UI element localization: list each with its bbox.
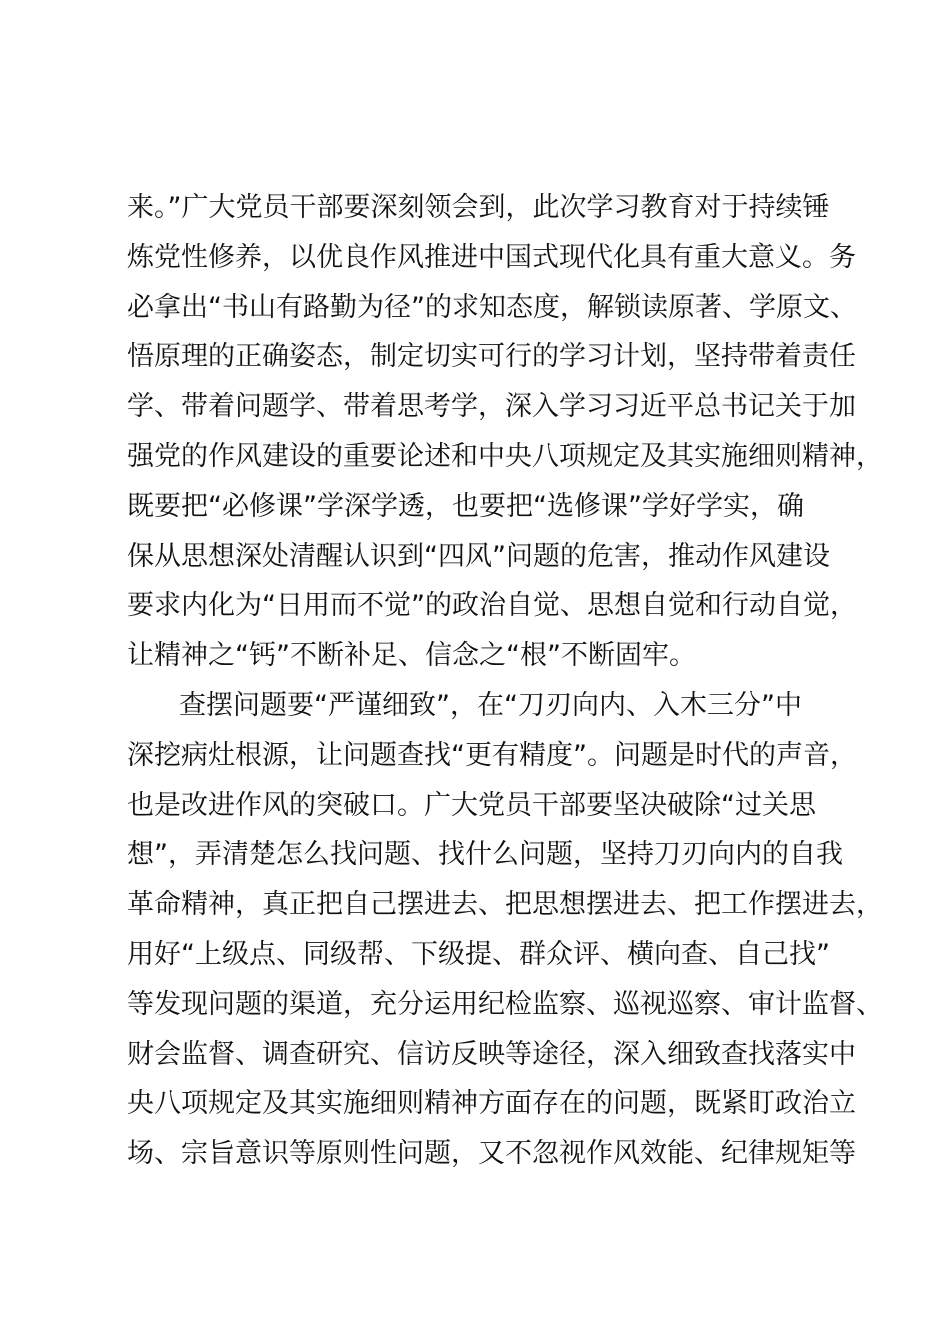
text-line: 保从思想深处清醒认识到“四风”问题的危害，推动作风建设 xyxy=(127,540,830,572)
text-line: 让精神之“钙”不断补足、信念之“根”不断固牢。 xyxy=(127,640,696,672)
text-line: 央八项规定及其实施细则精神方面存在的问题，既紧盯政治立 xyxy=(127,1088,856,1120)
text-line: 要求内化为“日用而不觉”的政治自觉、思想自觉和行动自觉， xyxy=(127,590,857,622)
body-text xyxy=(127,183,883,1179)
text-line: 用好“上级点、同级帮、下级提、群众评、横向查、自己找” xyxy=(127,938,830,970)
text-line: 既要把“必修课”学深学透，也要把“选修课”学好学实，确 xyxy=(127,490,804,522)
text-line: 也是改进作风的突破口。广大党员干部要坚决破除“过关思 xyxy=(127,789,816,821)
text-line: 财会监督、调查研究、信访反映等途径，深入细致查找落实中 xyxy=(127,1038,856,1070)
text-line: 深挖病灶根源，让问题查找“更有精度”。问题是时代的声音， xyxy=(127,739,857,771)
text-line: 等发现问题的渠道，充分运用纪检监察、巡视巡察、审计监督、 xyxy=(127,988,883,1020)
text-line: 学、带着问题学、带着思考学，深入学习习近平总书记关于加 xyxy=(127,391,856,423)
paragraph-first-line: 查摆问题要“严谨细致”，在“刀刃向内、入木三分”中 xyxy=(179,689,802,721)
text-line: 来。”广大党员干部要深刻领会到，此次学习教育对于持续锤 xyxy=(127,192,830,223)
text-line: 革命精神，真正把自己摆进去、把思想摆进去、把工作摆进去， xyxy=(127,889,883,921)
text-line: 场、宗旨意识等原则性问题，又不忽视作风效能、纪律规矩等 xyxy=(127,1138,856,1170)
text-line: 必拿出“书山有路勤为径”的求知态度，解锁读原著、学原文、 xyxy=(127,291,857,323)
text-line: 想”，弄清楚怎么找问题、找什么问题，坚持刀刃向内的自我 xyxy=(127,839,843,871)
text-line: 强党的作风建设的重要论述和中央八项规定及其实施细则精神， xyxy=(127,440,883,472)
text-line: 悟原理的正确姿态，制定切实可行的学习计划，坚持带着责任 xyxy=(127,341,856,373)
text-line: 炼党性修养，以优良作风推进中国式现代化具有重大意义。务 xyxy=(127,241,856,273)
